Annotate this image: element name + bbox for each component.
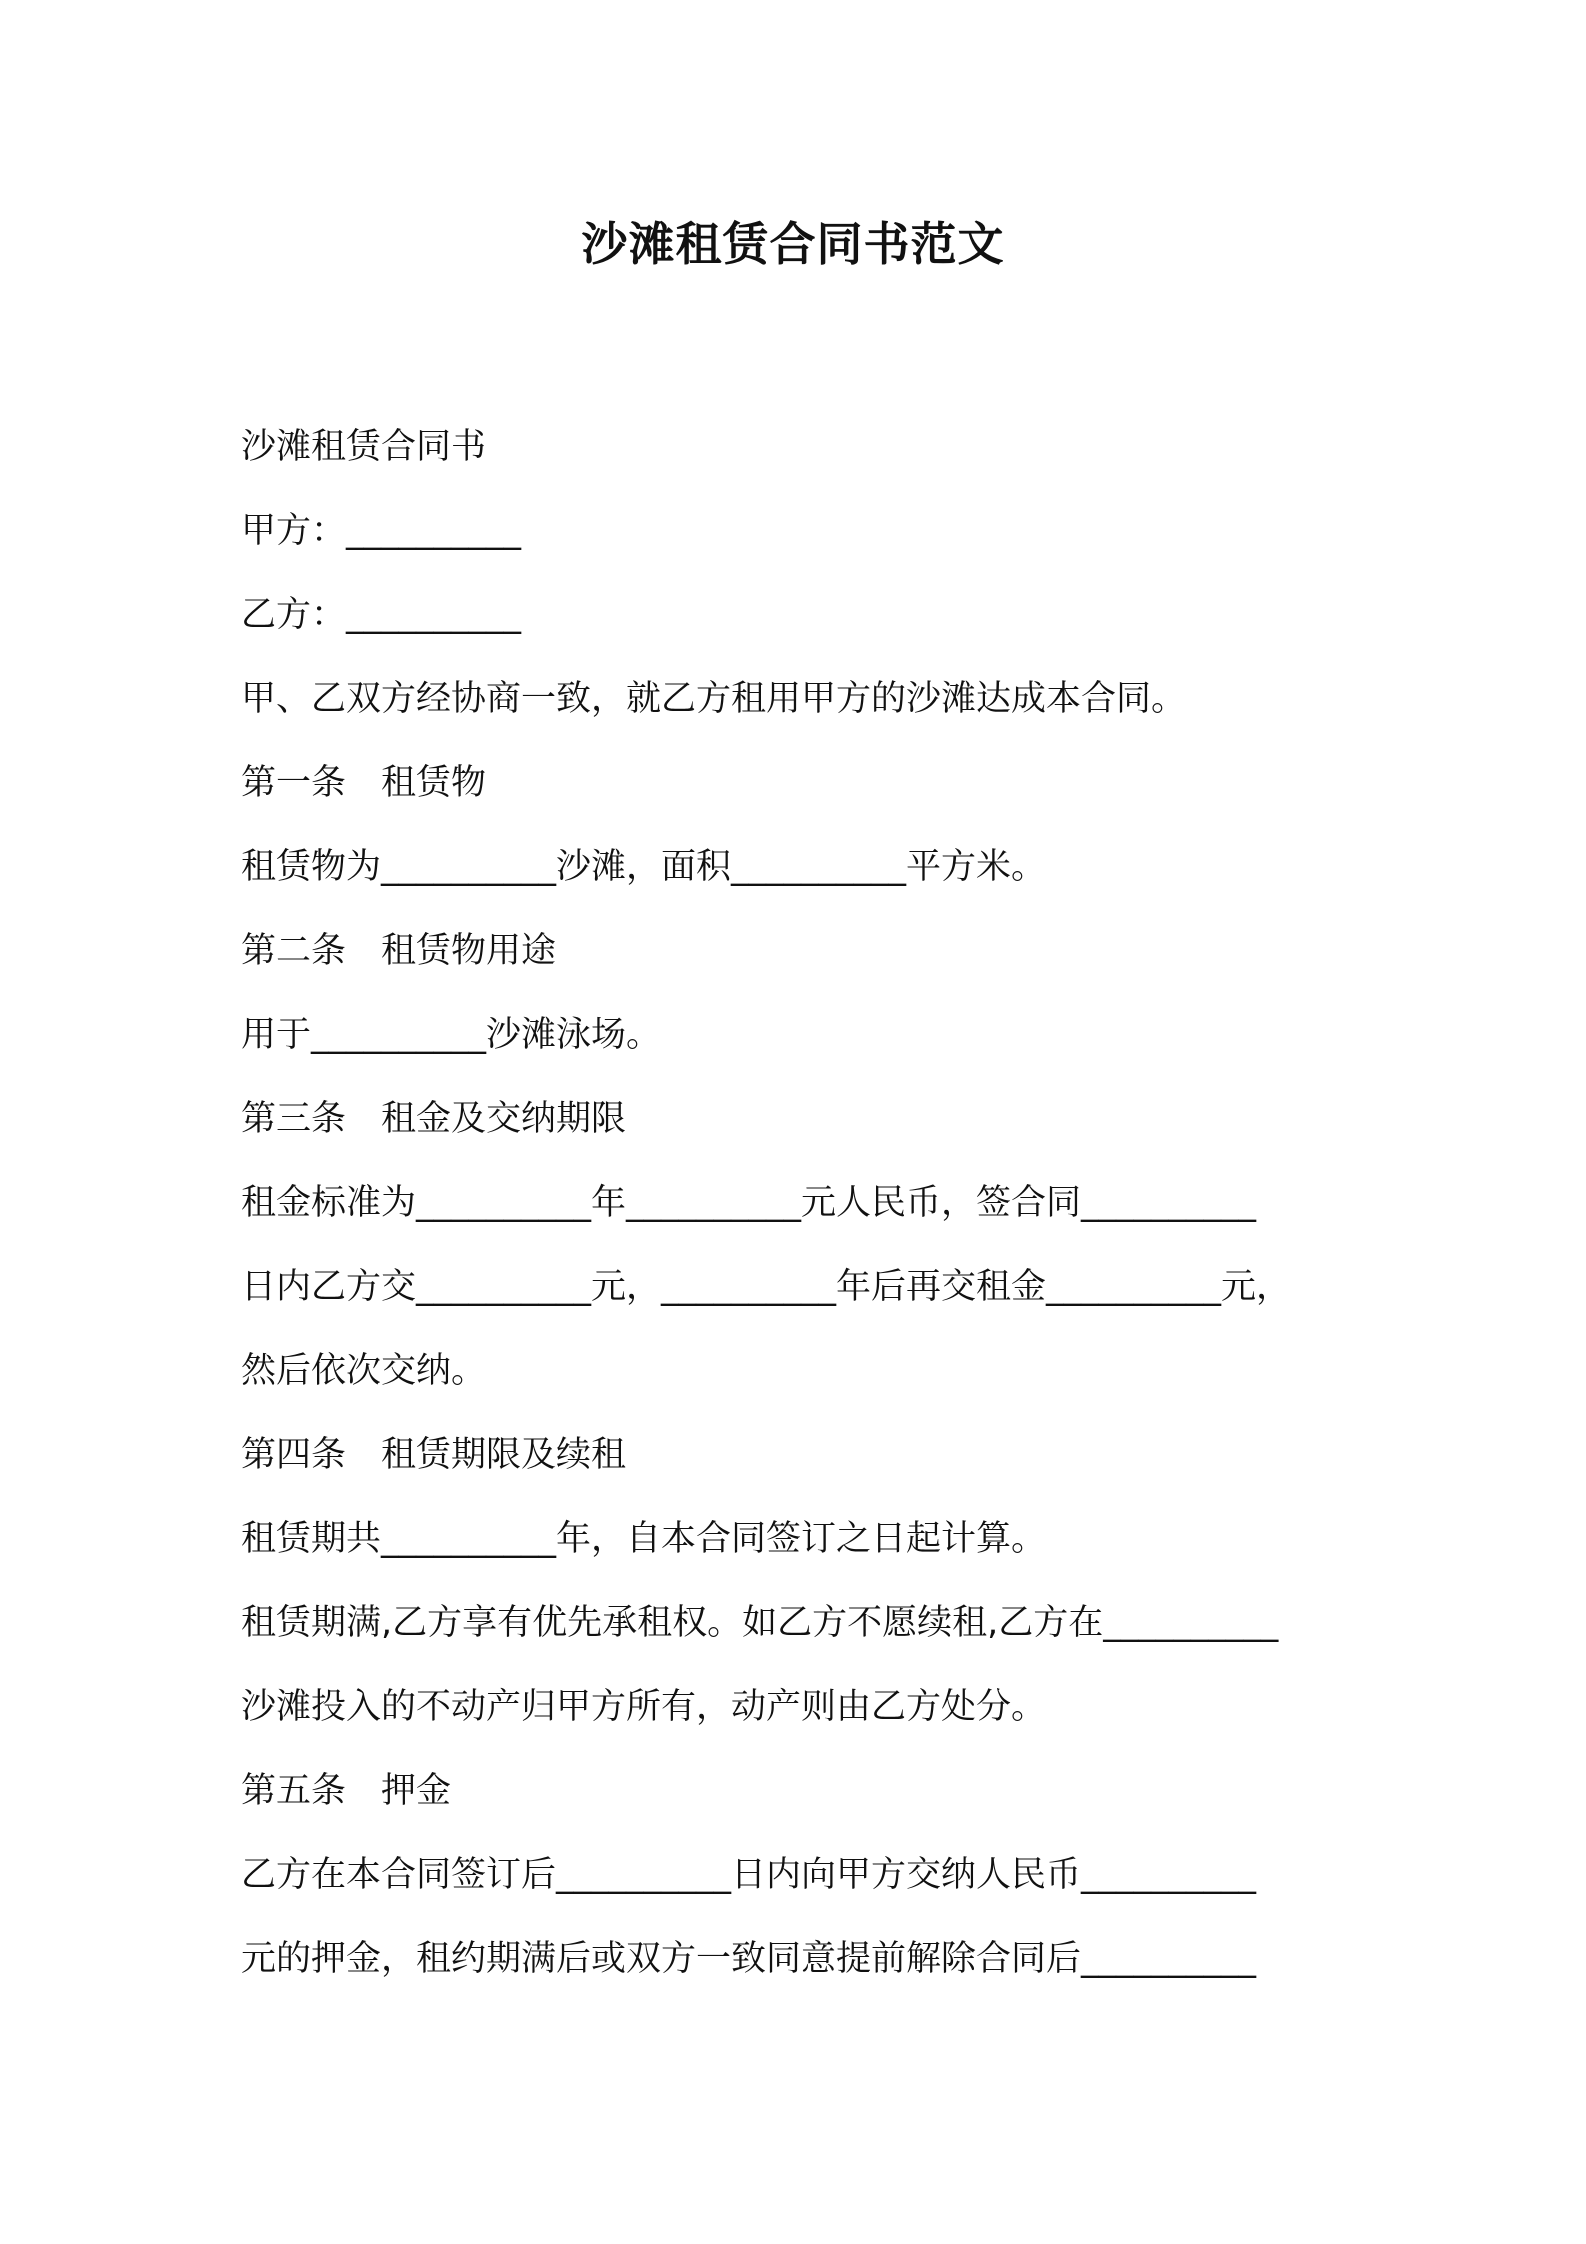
preamble-line: 甲、乙双方经协商一致，就乙方租用甲方的沙滩达成本合同。 [241,679,1187,719]
article-5-text-line-2: 元的押金，租约期满后或双方一致同意提前解除合同后__________ [241,1939,1257,1979]
article-3-heading: 第三条 租金及交纳期限 [241,1099,627,1139]
article-1-text: 租赁物为__________沙滩，面积__________平方米。 [241,847,1047,887]
article-4-text-line-1: 租赁期共__________年，自本合同签订之日起计算。 [241,1519,1047,1559]
article-4-text-line-2: 租赁期满,乙方享有优先承租权。如乙方不愿续租,乙方在__________ [241,1603,1279,1643]
contract-heading: 沙滩租赁合同书 [241,427,487,467]
document-title: 沙滩租赁合同书范文 [581,217,1005,271]
party-a-line: 甲方：__________ [241,511,522,551]
document-body [241,405,1361,2001]
party-b-line: 乙方：__________ [241,595,522,635]
article-5-text-line-1: 乙方在本合同签订后__________日内向甲方交纳人民币__________ [241,1855,1257,1895]
article-3-text-line-1: 租金标准为__________年__________元人民币，签合同__________ [241,1183,1257,1223]
article-4-heading: 第四条 租赁期限及续租 [241,1435,627,1475]
article-4-text-line-3: 沙滩投入的不动产归甲方所有，动产则由乙方处分。 [241,1687,1047,1727]
article-2-heading: 第二条 租赁物用途 [241,931,557,971]
article-3-text-line-2: 日内乙方交__________元，__________年后再交租金__________元， [241,1267,1292,1307]
article-5-heading: 第五条 押金 [241,1771,452,1811]
article-3-text-line-3: 然后依次交纳。 [241,1351,487,1391]
article-1-heading: 第一条 租赁物 [241,763,487,803]
article-2-text: 用于__________沙滩泳场。 [241,1015,662,1055]
